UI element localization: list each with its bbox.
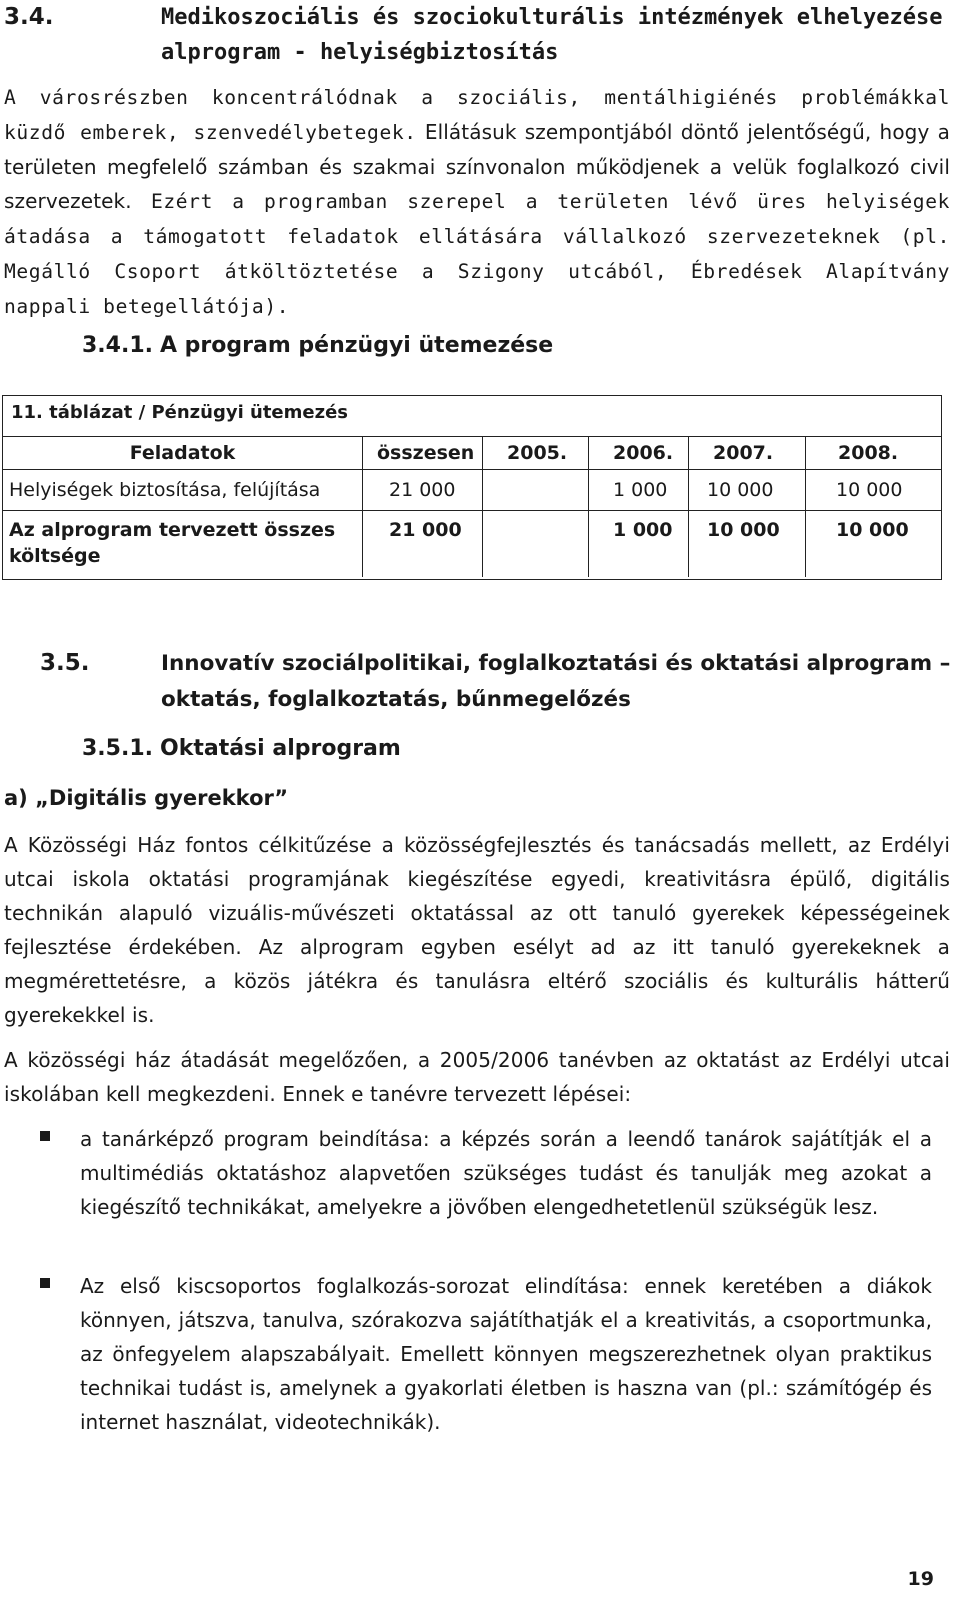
bullet-square-icon bbox=[40, 1278, 50, 1288]
page-number: 19 bbox=[907, 1568, 934, 1590]
table-cell bbox=[483, 470, 589, 510]
header-cell: 2007. bbox=[689, 437, 806, 469]
table-row bbox=[3, 470, 941, 511]
table-cell bbox=[483, 511, 589, 577]
header-cell: 2008. bbox=[838, 442, 899, 464]
table-cell: 1 000 bbox=[589, 511, 689, 577]
table-cell: 10 000 bbox=[689, 511, 806, 577]
header-cell: 2006. bbox=[589, 437, 689, 469]
section-title: Innovatív szociálpolitikai, foglalkoztatási és oktatási alprogram – oktatás, foglalkoztatás, bűnmegelőzés bbox=[161, 651, 951, 712]
table-row-total bbox=[3, 511, 941, 577]
section-number: 3.4. bbox=[4, 4, 54, 30]
header-cell: összesen bbox=[363, 437, 483, 469]
bullet-square-icon bbox=[40, 1131, 50, 1141]
table-cell: 10 000 bbox=[836, 519, 909, 541]
section-number: 3.5. bbox=[40, 650, 90, 676]
section-title: A program pénzügyi ütemezése bbox=[160, 333, 554, 358]
paragraph-school-start: A közösségi ház átadását megelőzően, a 2005/2006 tanévben az oktatást az Erdélyi utcai iskolában kell megkezdeni. Ennek e tanévre tervezett lépései: bbox=[4, 1048, 950, 1106]
section-title: Oktatási alprogram bbox=[160, 736, 401, 761]
paragraph-digital-childhood: A Közösségi Ház fontos célkitűzése a közösségfejlesztés és tanácsadás mellett, az Erdélyi utcai iskola oktatási programjának kiegészítése egyedi, kreativitásra épülő, digitális technikán alapuló vizuális-művészeti oktatással az ott tanuló gyerekek képességeinek fejlesztése érdekében. Az alprogram egyben esélyt ad az itt tanuló gyerekeknek a megmérettetésre, a közös játékra és tanulásra eltérő szociális és kulturális hátterű gyerekekkel is. bbox=[4, 833, 950, 1027]
bullet-item: Az első kiscsoportos foglalkozás-sorozat elindítása: ennek keretében a diákok könnyen, játszva, tanulva, szórakozva sajátíthatják el a kreativitás, a csoportmunka, az önfegyelem alapszabályait. Emellett könnyen megszerezhetnek olyan praktikus technikai tudást is, amelynek a gyakorlati életben is haszna van (pl.: számítógép és internet használat, videotechnikák). bbox=[80, 1274, 932, 1434]
financial-schedule-table bbox=[2, 395, 942, 580]
header-cell: 2005. bbox=[483, 437, 589, 469]
section-number: 3.4.1. bbox=[82, 333, 153, 358]
table-cell: 21 000 bbox=[363, 511, 483, 577]
section-number: 3.5.1. bbox=[82, 736, 153, 761]
section-heading-3-4-1 bbox=[82, 331, 553, 361]
paragraph-3-4: A városrészben koncentrálódnak a szociális, mentálhigiénés problémákkal küzdő emberek, szenvedélybetegek. Ellátásuk szempontjából döntő jelentőségű, hogy a területen megfelelő számban és szakmai színvonalon működjenek a velük foglalkozó civil szervezetek. Ezért a programban szerepel a területen lévő üres helyiségek átadása a támogatott feladatok ellátására vállalkozó szervezeteknek (pl. Megálló Csoport átköltöztetése a Szigony utcából, Ébredések Alapítvány nappali betegellátója). bbox=[4, 86, 950, 318]
section-heading-3-4 bbox=[4, 0, 954, 70]
bullet-item: a tanárképző program beindítása: a képzés során a leendő tanárok sajátítják el a multimédiás oktatáshoz alapvetően szükséges tudást és tanulják meg azokat a kiegészítő technikákat, amelyekre a jövőben elengedhetetlenül szükségük lesz. bbox=[80, 1127, 932, 1219]
section-heading-3-5-1 bbox=[82, 734, 401, 764]
table-header-row bbox=[3, 437, 941, 470]
table-caption: 11. táblázat / Pénzügyi ütemezés bbox=[3, 396, 941, 437]
section-heading-3-5 bbox=[4, 646, 954, 718]
table-cell: 1 000 bbox=[589, 470, 689, 510]
section-title: Medikoszociális és szociokulturális intézmények elhelyezése alprogram - helyiségbiztosítás bbox=[161, 5, 943, 65]
table-cell: 10 000 bbox=[836, 479, 903, 501]
table-cell: Helyiségek biztosítása, felújítása bbox=[3, 470, 363, 510]
table-cell: 21 000 bbox=[363, 470, 483, 510]
header-cell: Feladatok bbox=[3, 437, 363, 469]
subsection-heading-a: a) „Digitális gyerekkor” bbox=[4, 786, 289, 810]
table-cell: Az alprogram tervezett összes költsége bbox=[3, 511, 363, 577]
table-cell: 10 000 bbox=[689, 470, 806, 510]
